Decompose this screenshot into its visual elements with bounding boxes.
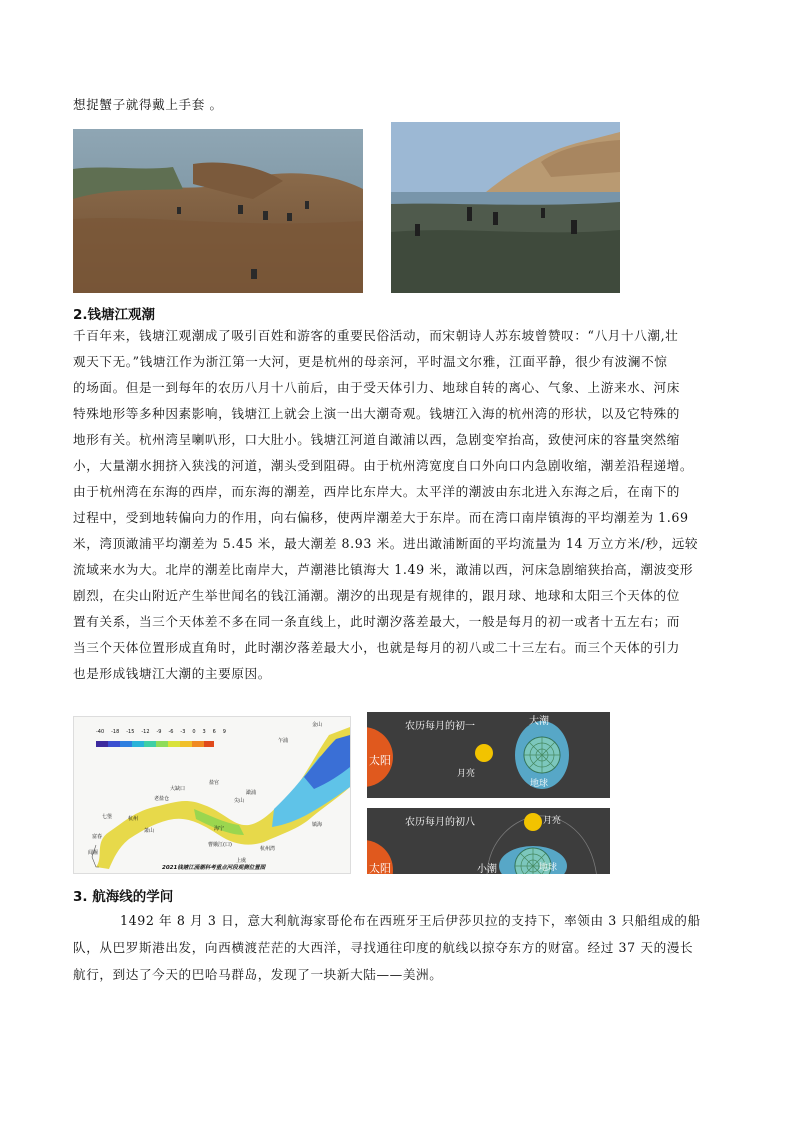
legend-ticks xyxy=(96,729,226,735)
map-label-dajiang: 大缺口 xyxy=(170,786,186,792)
paragraph-line: 观天下无。”钱塘江作为浙江第一大河，更是杭州的母亲河，平时温文尔雅，江面平静，很少有波澜不惊 xyxy=(73,354,668,369)
map-label-fuchun: 富春 xyxy=(92,834,103,840)
depth-legend-bar xyxy=(96,741,214,747)
legend-tick: -3 xyxy=(180,729,186,735)
moon-shape-1 xyxy=(475,744,493,762)
paragraph-line: 1492 年 8 月 3 日，意大利航海家哥伦布在西班牙王后伊莎贝拉的支持下，率领由 3 只船组成的船 xyxy=(120,913,701,928)
legend-tick: -15 xyxy=(126,729,135,735)
paragraph-line: 千百年来，钱塘江观潮成了吸引百姓和游客的重要民俗活动，而宋朝诗人苏东坡曾赞叹：“八月十八潮,壮 xyxy=(73,328,679,343)
section-heading-qiantang: 2.钱塘江观潮 xyxy=(73,307,156,323)
paragraph-line: 队，从巴罗斯港出发，向西横渡茫茫的大西洋，寻找通往印度的航线以掠夺东方的财富。经过 37 天的漫长 xyxy=(73,940,694,955)
legend-tick: 3 xyxy=(202,729,206,735)
paragraph-line: 过程中，受到地转偏向力的作用，向右偏移，使两岸潮差大于东岸。而在湾口南岸镇海的平均潮差为 1.69 xyxy=(73,510,689,525)
map-label-zhenhai: 镇海 xyxy=(312,822,323,828)
paragraph-line: 当三个天体位置形成直角时，此时潮汐落差最大小，也就是每月的初八或二十三左右。而三个天体的引力 xyxy=(73,640,680,655)
moon-phase-panel-2 xyxy=(367,808,610,874)
tide-label-1: 大潮 xyxy=(529,716,549,727)
tide-label-2: 小潮 xyxy=(477,864,497,874)
legend-tick: 6 xyxy=(212,729,216,735)
map-label-laoyanchang: 老盐仓 xyxy=(154,796,170,802)
paragraph-line: 地形有关。杭州湾呈喇叭形，口大肚小。钱塘江河道自澉浦以西，急剧变窄抬高，致使河床的容量突然缩 xyxy=(73,432,680,447)
legend-tick: -6 xyxy=(168,729,174,735)
moon-label-2: 月亮 xyxy=(543,816,562,826)
paragraph-line: 米，湾顶澉浦平均潮差为 5.45 米，最大潮差 8.93 米。进出澉浦断面的平均流量为 14 万立方米/秒，远较 xyxy=(73,536,699,551)
legend-tick: -9 xyxy=(156,729,162,735)
paragraph-line: 的场面。但是一到每年的农历八月十八前后，由于受天体引力、地球自转的离心、气象、上游来水、河床 xyxy=(73,380,680,395)
moon-phase-panel-1 xyxy=(367,712,610,798)
tidal-flat-photo-1 xyxy=(73,129,363,293)
map-label-ganpu: 澉浦 xyxy=(246,790,257,796)
sun-label-2: 太阳 xyxy=(369,862,391,874)
legend-tick: -40 xyxy=(96,729,105,735)
map-label-hangzhou: 杭州 xyxy=(128,816,139,822)
map-caption: 2021钱塘江涌潮科考重点河段观测位置图 xyxy=(162,865,266,871)
map-label-xingyi: 杭州湾 xyxy=(260,846,276,852)
map-label-xiaoshan: 萧山 xyxy=(144,828,155,834)
paragraph-line: 置有关系，当三个天体差不多在同一条直线上，此时潮汐落差最大，一般是每月的初一或者十五左右；而 xyxy=(73,614,680,629)
earth-label-1: 地球 xyxy=(530,779,549,789)
map-label-yanguan: 盐官 xyxy=(209,780,220,786)
map-label-haining: 海宁 xyxy=(214,826,225,832)
legend-tick: 0 xyxy=(192,729,196,735)
paragraph-line: 小，大量潮水拥挤入狭浅的河道，潮头受到阻碍。由于杭州湾宽度自口外向口内急剧收缩，潮差沿程递增。 xyxy=(73,458,694,473)
tidal-flat-photo-2 xyxy=(391,122,620,293)
phase-title-2: 农历每月的初八 xyxy=(405,817,475,828)
map-label-zhapu: 乍浦 xyxy=(278,738,289,744)
map-label-caoe: 曹娥江(口) xyxy=(208,842,232,848)
paragraph-line: 由于杭州湾在东海的西岸，而东海的潮差，西岸比东岸大。太平洋的潮波由东北进入东海之后，在南下的 xyxy=(73,484,680,499)
map-label-jianshan: 尖山 xyxy=(234,798,245,804)
legend-tick: -18 xyxy=(111,729,120,735)
map-label-qijiang: 七堡 xyxy=(102,814,113,820)
map-label-wenyan: 闻堰 xyxy=(88,850,99,856)
paragraph-line: 流域来水为大。北岸的潮差比南岸大，芦潮港比镇海大 1.49 米，澉浦以西，河床急剧缩狭抬高，潮波变形 xyxy=(73,562,694,577)
phase-title-1: 农历每月的初一 xyxy=(405,721,475,732)
map-label-jinshan: 金山 xyxy=(312,722,323,728)
paragraph-line: 也是形成钱塘江大潮的主要原因。 xyxy=(73,666,271,681)
legend-tick: 9 xyxy=(222,729,226,735)
map-label-shangyu: 上虞 xyxy=(236,858,247,864)
earth-label-2: 地球 xyxy=(539,863,558,873)
legend-tick: -12 xyxy=(141,729,150,735)
intro-text: 想捉蟹子就得戴上手套 。 xyxy=(73,97,223,112)
qiantang-river-map xyxy=(73,716,351,874)
section-heading-navigation: 3. 航海线的学问 xyxy=(73,889,174,905)
paragraph-line: 航行，到达了今天的巴哈马群岛，发现了一块新大陆——美洲。 xyxy=(73,967,443,982)
moon-shape-2 xyxy=(524,813,542,831)
paragraph-line: 剧烈，在尖山附近产生举世闻名的钱江涌潮。潮汐的出现是有规律的，跟月球、地球和太阳三个天体的位 xyxy=(73,588,680,603)
moon-label-1: 月亮 xyxy=(457,769,476,779)
paragraph-line: 特殊地形等多种因素影响，钱塘江上就会上演一出大潮奇观。钱塘江入海的杭州湾的形状，以及它特殊的 xyxy=(73,406,680,421)
sun-label-1: 太阳 xyxy=(369,754,391,767)
